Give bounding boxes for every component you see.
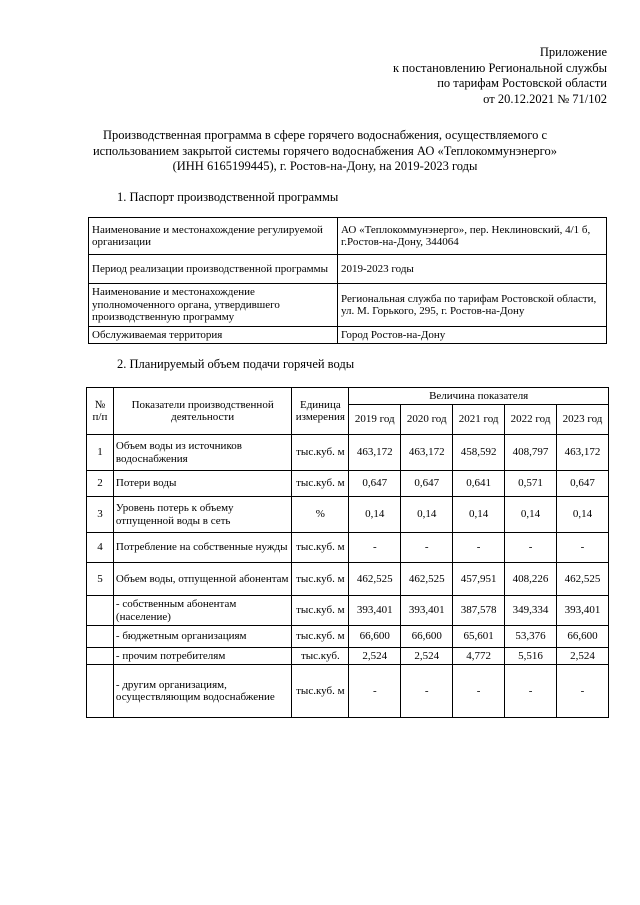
title-line: использованием закрытой системы горячего водоснабжения АО «Теплокоммунэнерго» (92, 143, 557, 158)
appendix-line: от 20.12.2021 № 71/102 (483, 91, 607, 106)
row-value: - (557, 665, 609, 718)
table-row (89, 255, 607, 284)
table-row (87, 648, 609, 665)
table-row (87, 626, 609, 648)
row-num (87, 626, 114, 648)
table-row (89, 284, 607, 327)
passport-table (88, 217, 607, 344)
row-value: - (557, 533, 609, 563)
table-row (89, 218, 607, 255)
row-value: - (349, 533, 401, 563)
row-value: 457,951 (453, 563, 505, 596)
row-value: 0,14 (349, 497, 401, 533)
header-value: Величина показателя (349, 388, 609, 405)
row-unit: тыс.куб. м (292, 435, 349, 471)
row-name: Уровень потерь к объему отпущенной воды в сеть (113, 497, 291, 533)
table-row (87, 563, 609, 596)
table-row (87, 497, 609, 533)
row-value: 0,14 (401, 497, 453, 533)
row-unit: тыс.куб. м (292, 665, 349, 718)
row-unit: % (292, 497, 349, 533)
row-name: - другим организациям, осуществляющим водоснабжение (113, 665, 291, 718)
row-value: 0,641 (453, 471, 505, 497)
title-line: Производственная программа в сфере горячего водоснабжения, осуществляемого с (102, 128, 548, 142)
passport-value: 2019-2023 годы (338, 255, 607, 284)
row-value: 393,401 (401, 596, 453, 626)
row-value: 4,772 (453, 648, 505, 665)
header-indicator: Показатели производственной деятельности (113, 388, 291, 435)
row-unit: тыс.куб. м (292, 596, 349, 626)
title-line: (ИНН 6165199445), г. Ростов-на-Дону, на 2019-2023 годы (172, 159, 478, 173)
row-num (87, 596, 114, 626)
row-unit: тыс.куб. м (292, 533, 349, 563)
row-unit: тыс.куб. м (292, 626, 349, 648)
row-value: 349,334 (505, 596, 557, 626)
row-value: 66,600 (557, 626, 609, 648)
document-title (90, 128, 560, 175)
passport-value: Региональная служба по тарифам Ростовской области, ул. М. Горького, 295, г. Ростов-на-Дону (338, 284, 607, 327)
table-header-row (87, 388, 609, 405)
row-name: Потребление на собственные нужды (113, 533, 291, 563)
row-name: Объем воды, отпущенной абонентам (113, 563, 291, 596)
row-num: 1 (87, 435, 114, 471)
row-value: 393,401 (557, 596, 609, 626)
row-unit: тыс.куб. м (292, 563, 349, 596)
row-value: 2,524 (349, 648, 401, 665)
table-row (87, 533, 609, 563)
passport-value: АО «Теплокоммунэнерго», пер. Неклиновский, 4/1 б, г.Ростов-на-Дону, 344064 (338, 218, 607, 255)
row-value: 387,578 (453, 596, 505, 626)
row-value: 462,525 (557, 563, 609, 596)
section-1-heading: 1. Паспорт производственной программы (117, 190, 339, 204)
row-value: 458,592 (453, 435, 505, 471)
row-value: 65,601 (453, 626, 505, 648)
row-value: - (505, 533, 557, 563)
passport-label: Наименование и местонахождение уполномоченного органа, утвердившего производственную программу (89, 284, 338, 327)
row-value: 463,172 (349, 435, 401, 471)
row-value: - (505, 665, 557, 718)
row-name: - прочим потребителям (113, 648, 291, 665)
row-unit: тыс.куб. м (292, 471, 349, 497)
row-value: 2,524 (557, 648, 609, 665)
row-value: 463,172 (401, 435, 453, 471)
row-value: - (453, 665, 505, 718)
row-value: 408,797 (505, 435, 557, 471)
passport-label: Наименование и местонахождение регулируемой организации (89, 218, 338, 255)
table-row (87, 435, 609, 471)
row-num (87, 665, 114, 718)
section-2-heading: 2. Планируемый объем подачи горячей воды (117, 357, 355, 371)
header-num: № п/п (87, 388, 114, 435)
row-name: Объем воды из источников водоснабжения (113, 435, 291, 471)
row-value: 0,14 (453, 497, 505, 533)
table-row (89, 327, 607, 344)
row-value: - (349, 665, 401, 718)
row-name: - собственным абонентам (население) (113, 596, 291, 626)
table-row (87, 596, 609, 626)
row-num: 3 (87, 497, 114, 533)
header-year: 2019 год (349, 405, 401, 435)
row-value: 462,525 (401, 563, 453, 596)
row-num (87, 648, 114, 665)
row-value: 393,401 (349, 596, 401, 626)
row-unit: тыс.куб. (292, 648, 349, 665)
header-year: 2023 год (557, 405, 609, 435)
appendix-line: Приложение (539, 45, 607, 59)
passport-label: Период реализации производственной программы (89, 255, 338, 284)
row-value: 0,14 (505, 497, 557, 533)
volume-table (86, 387, 609, 718)
appendix-line: к постановлению Региональной службы (392, 60, 607, 75)
appendix-line: по тарифам Ростовской области (437, 76, 607, 90)
passport-value: Город Ростов-на-Дону (338, 327, 607, 344)
row-value: 66,600 (401, 626, 453, 648)
row-value: 408,226 (505, 563, 557, 596)
row-num: 2 (87, 471, 114, 497)
row-value: 463,172 (557, 435, 609, 471)
appendix-header (393, 45, 607, 107)
row-value: - (453, 533, 505, 563)
row-value: 2,524 (401, 648, 453, 665)
header-year: 2022 год (505, 405, 557, 435)
row-value: 0,647 (349, 471, 401, 497)
row-value: 0,14 (557, 497, 609, 533)
table-row (87, 665, 609, 718)
row-value: 0,647 (557, 471, 609, 497)
row-name: - бюджетным организациям (113, 626, 291, 648)
row-value: 53,376 (505, 626, 557, 648)
passport-label: Обслуживаемая территория (89, 327, 338, 344)
header-unit: Единица измерения (292, 388, 349, 435)
row-value: - (401, 665, 453, 718)
header-year: 2020 год (401, 405, 453, 435)
row-value: - (401, 533, 453, 563)
row-value: 66,600 (349, 626, 401, 648)
row-value: 0,647 (401, 471, 453, 497)
table-row (87, 471, 609, 497)
row-value: 462,525 (349, 563, 401, 596)
row-num: 4 (87, 533, 114, 563)
row-value: 0,571 (505, 471, 557, 497)
header-year: 2021 год (453, 405, 505, 435)
row-value: 5,516 (505, 648, 557, 665)
row-name: Потери воды (113, 471, 291, 497)
row-num: 5 (87, 563, 114, 596)
